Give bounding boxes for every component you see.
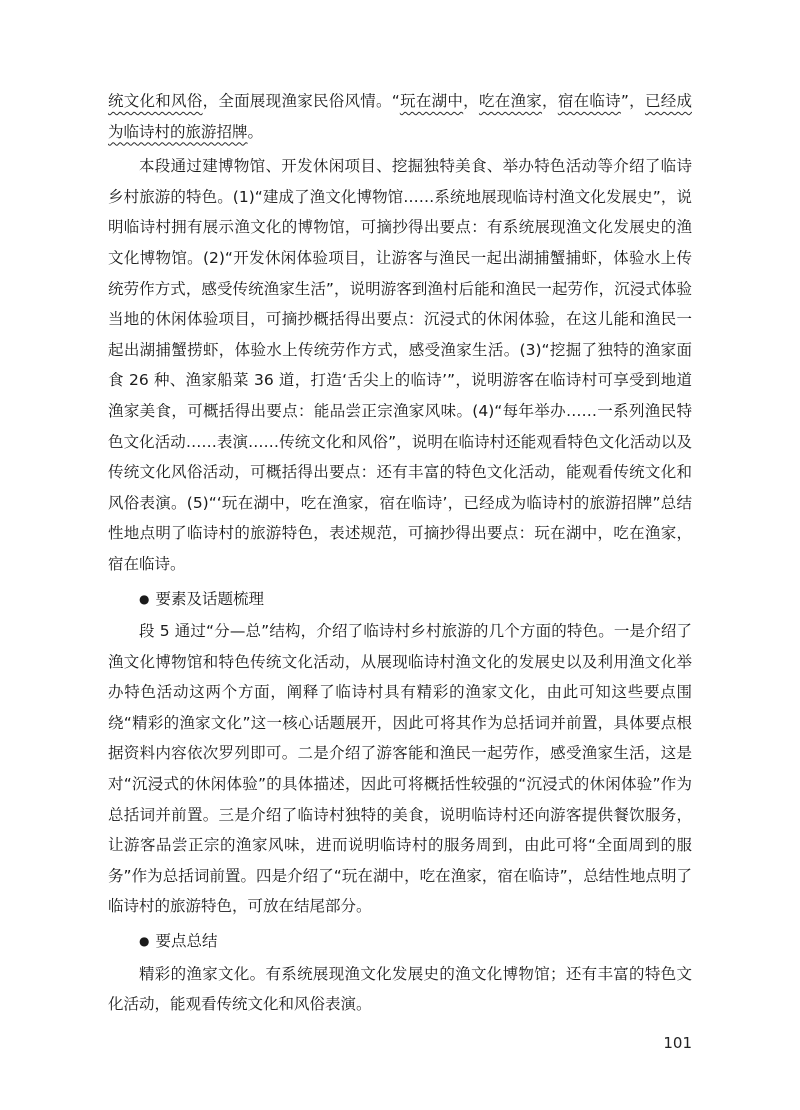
paragraph-text: 。 — [247, 122, 264, 141]
paragraph-text: ， — [463, 92, 479, 110]
underlined-phrase: 已经成为临诗村的旅游招牌 — [108, 92, 692, 141]
paragraph-text: ，全面展现渔家民俗风情。“ — [202, 92, 400, 110]
page-content — [108, 86, 692, 1020]
underlined-phrase: 宿在临诗 — [557, 92, 621, 110]
section-heading-summary — [108, 926, 692, 957]
underlined-phrase: 吃在渔家 — [478, 92, 543, 110]
heading-text: 要点总结 — [155, 932, 218, 951]
elements-paragraph: 段 5 通过“分—总”结构，介绍了临诗村乡村旅游的几个方面的特色。一是介绍了渔文化博物馆和特色传统文化活动，从展现临诗村渔文化的发展史以及利用渔文化举办特色活动这两个方面，阐释了临诗村具有精彩的渔家文化，由此可知这些要点围绕“精彩的渔家文化”这一核心话题展开，因此可将其作为总括词并前置，具体要点根据资料内容依次罗列即可。二是介绍了游客能和渔民一起劳作，感受渔家生活，这是对“沉浸式的休闲体验”的具体描述，因此可将概括性较强的“沉浸式的休闲体验”作为总括词并前置。三是介绍了临诗村独特的美食，说明临诗村还向游客提供餐饮服务，让游客品尝正宗的渔家风味，进而说明临诗村的服务周到，由此可将“全面周到的服务”作为总括词前置。四是介绍了“玩在湖中，吃在渔家，宿在临诗”，总结性地点明了临诗村的旅游特色，可放在结尾部分。 — [108, 622, 692, 916]
paragraph-text: ”， — [620, 92, 645, 110]
continued-paragraph — [108, 86, 692, 147]
bullet-icon: ● — [139, 591, 150, 606]
heading-text: 要素及话题梳理 — [155, 589, 264, 608]
paragraph-text: ， — [542, 92, 558, 110]
underlined-phrase: 统文化和风俗 — [108, 92, 203, 110]
summary-paragraph: 精彩的渔家文化。有系统展现渔文化发展史的渔文化博物馆；还有丰富的特色文化活动，能观看传统文化和风俗表演。 — [108, 964, 692, 1014]
analysis-paragraph: 本段通过建博物馆、开发休闲项目、挖掘独特美食、举办特色活动等介绍了临诗乡村旅游的特色。(1)“建成了渔文化博物馆……系统地展现临诗村渔文化发展史”，说明临诗村拥有展示渔文化的博物馆，可摘抄得出要点：有系统展现渔文化发展史的渔文化博物馆。(2)“开发休闲体验项目，让游客与渔民一起出湖捕蟹捕虾，体验水上传统劳作方式，感受传统渔家生活”，说明游客到渔村后能和渔民一起劳作，沉浸式体验当地的休闲体验项目，可摘抄概括得出要点：沉浸式的休闲体验，在这儿能和渔民一起出湖捕蟹捞虾，体验水上传统劳作方式，感受渔家生活。(3)“挖掘了独特的渔家面食 26 种、渔家船菜 36 道，打造‘舌尖上的临诗’”，说明游客在临诗村可享受到地道渔家美食，可概括得出要点：能品尝正宗渔家风味。(4)“每年举办……一系列渔民特色文化活动……表演……传统文化和风俗”，说明在临诗村还能观看特色文化活动以及传统文化风俗活动，可概括得出要点：还有丰富的特色文化活动，能观看传统文化和风俗表演。(5)“‘玩在湖中，吃在渔家，宿在临诗’，已经成为临诗村的旅游招牌”总结性地点明了临诗村的旅游特色，表述规范，可摘抄得出要点：玩在湖中，吃在渔家，宿在临诗。 — [108, 157, 692, 573]
bullet-icon: ● — [139, 934, 150, 949]
section-heading-elements — [108, 584, 692, 615]
page-number: 101 — [663, 1034, 692, 1052]
underlined-phrase: 玩在湖中 — [399, 92, 464, 110]
